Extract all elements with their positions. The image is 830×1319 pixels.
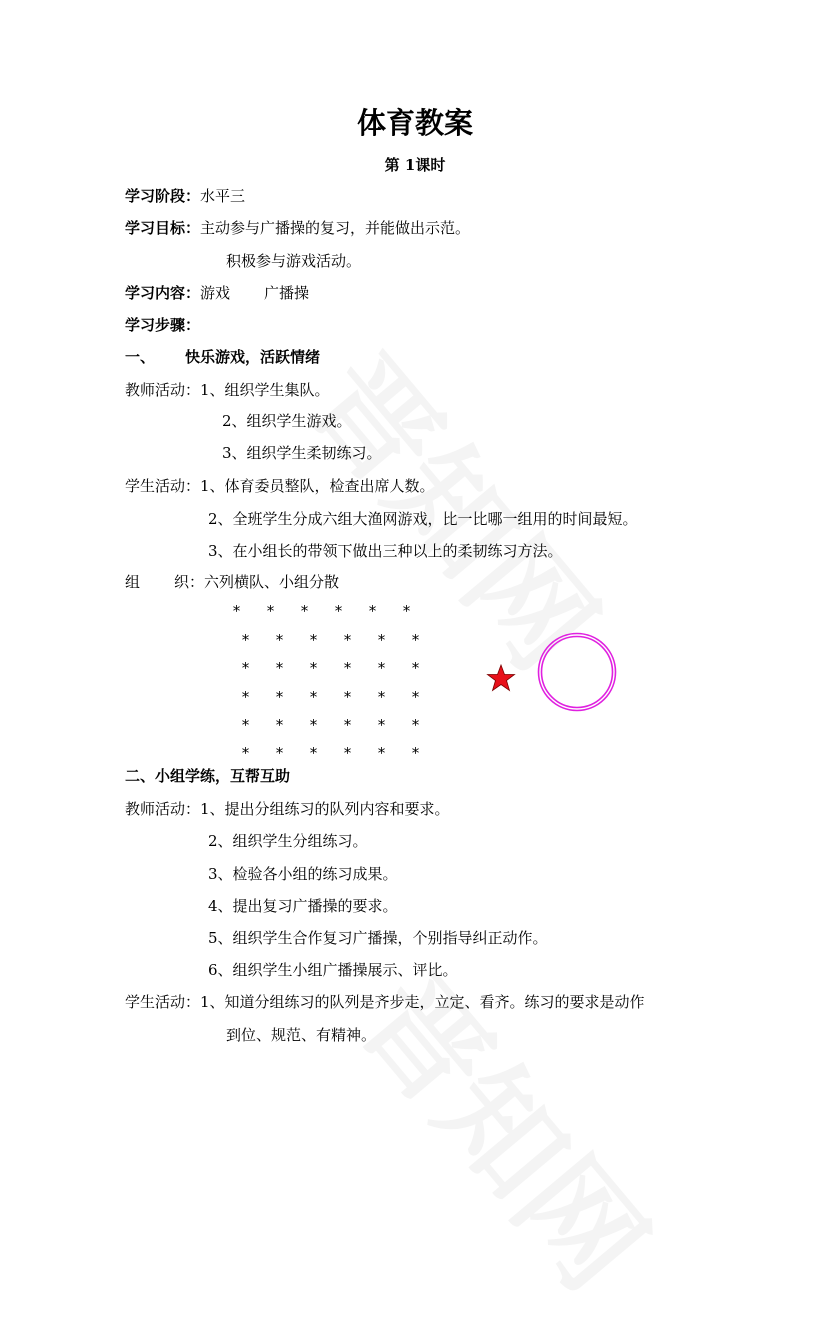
student-marker: * [377,631,387,649]
content-value-2: 广播操 [264,284,310,302]
goal-line [125,218,470,238]
student-marker: * [377,744,387,762]
s2-teacher-item: 2、组织学生分组练习。 [208,832,368,850]
s1-student-item: 3、在小组长的带领下做出三种以上的柔韧练习方法。 [208,542,563,560]
student-marker: * [241,744,251,762]
stage-value: 水平三 [200,187,246,205]
student-marker: * [309,631,319,649]
stage-line [125,186,245,206]
student-marker: * [232,602,242,620]
student-marker: * [241,659,251,677]
section1-heading [125,347,320,367]
student-marker: * [368,602,378,620]
s1-student-item: 1、体育委员整队，检查出席人数。 [200,477,435,495]
section2-heading: 二、小组学练，互帮互助 [125,767,291,785]
student-marker: * [411,631,421,649]
s2-teacher-item: 4、提出复习广播操的要求。 [208,897,398,915]
section1-heading-text: 快乐游戏，活跃情绪 [185,348,321,366]
student-marker: * [377,659,387,677]
student-marker: * [309,659,319,677]
goal-line-1: 主动参与广播操的复习，并能做出示范。 [200,219,471,237]
student-marker: * [343,744,353,762]
content-line [125,283,309,303]
s1-student-item: 2、全班学生分成六组大渔网游戏，比一比哪一组用的时间最短。 [208,510,638,528]
student-marker: * [411,688,421,706]
student-marker: * [241,631,251,649]
student-marker: * [275,631,285,649]
s2-teacher-item: 5、组织学生合作复习广播操，个别指导纠正动作。 [208,929,548,947]
student-marker: * [275,659,285,677]
s2-student-item: 1、知道分组练习的队列是齐步走，立定、看齐。练习的要求是动作 [200,993,645,1011]
s1-teacher-label: 教师活动： [125,381,201,399]
student-marker: * [275,688,285,706]
s2-teacher-item: 3、检验各小组的练习成果。 [208,865,398,883]
student-marker: * [343,688,353,706]
student-marker: * [411,716,421,734]
s1-teacher-line-1 [125,380,330,400]
goal-label: 学习目标： [125,219,201,237]
goal-line-2: 积极参与游戏活动。 [226,252,362,270]
s1-teacher-item: 2、组织学生游戏。 [222,412,352,430]
s2-teacher-item: 1、提出分组练习的队列内容和要求。 [200,800,450,818]
lesson-number: 第 1课时 [384,156,446,174]
student-marker: * [275,744,285,762]
student-marker: * [241,688,251,706]
s1-student-line-1 [125,476,435,496]
s1-student-label: 学生活动： [125,477,201,495]
student-marker: * [309,688,319,706]
org-label-2: 织： [174,573,205,591]
student-marker: * [300,602,310,620]
s2-student-item-continued: 到位、规范、有精神。 [226,1026,377,1044]
student-marker: * [411,659,421,677]
organization-line [125,572,339,592]
student-marker: * [343,659,353,677]
content-label: 学习内容： [125,284,201,302]
s2-teacher-item: 6、组织学生小组广播操展示、评比。 [208,961,458,979]
org-label-1: 组 [125,573,141,591]
student-marker: * [402,602,412,620]
stage-label: 学习阶段： [125,187,201,205]
section1-heading-number: 一、 [125,348,156,366]
student-marker: * [275,716,285,734]
student-marker: * [334,602,344,620]
s1-teacher-item: 1、组织学生集队。 [200,381,330,399]
s1-teacher-item: 3、组织学生柔韧练习。 [222,444,382,462]
steps-label: 学习步骤： [125,316,201,334]
student-marker: * [411,744,421,762]
student-marker: * [309,744,319,762]
page-title: 体育教案 [356,106,473,140]
watermark-bottom [328,933,691,1319]
s2-teacher-label: 教师活动： [125,800,201,818]
student-marker: * [266,602,276,620]
content-value-1: 游戏 [200,284,231,302]
student-marker: * [377,688,387,706]
s2-teacher-line-1 [125,799,450,819]
student-marker: * [343,716,353,734]
student-marker: * [343,631,353,649]
s2-student-line-1 [125,992,645,1012]
star-icon [486,664,516,692]
student-marker: * [241,716,251,734]
circle-formation-icon [534,629,620,715]
org-value: 六列横队、小组分散 [204,573,340,591]
student-marker: * [309,716,319,734]
student-marker: * [377,716,387,734]
s2-student-label: 学生活动： [125,993,201,1011]
